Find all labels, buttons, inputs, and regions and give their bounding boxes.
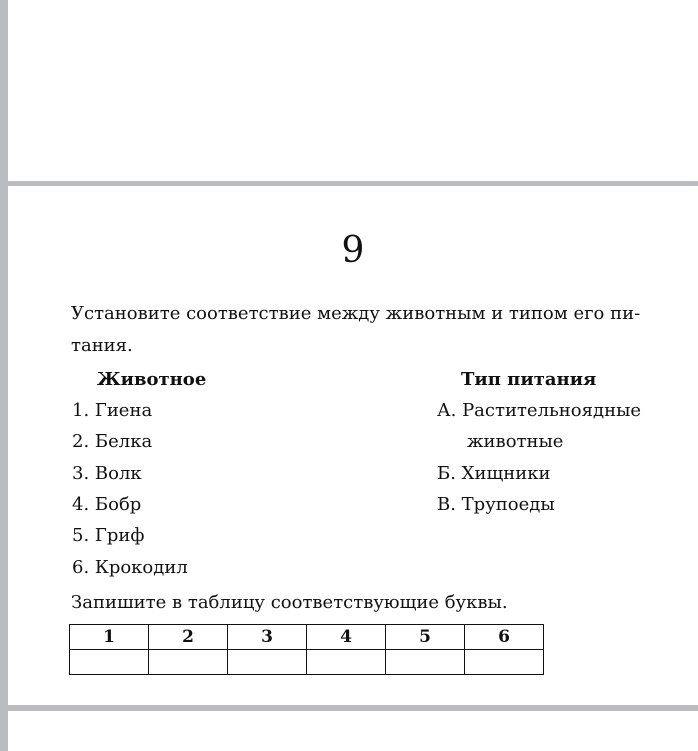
answer-cell-2[interactable] xyxy=(149,650,228,675)
answer-cell-3[interactable] xyxy=(228,650,307,675)
next-page xyxy=(8,711,698,751)
answer-header-6: 6 xyxy=(465,625,544,650)
animal-item-6: 6. Крокодил xyxy=(72,557,188,578)
animal-item-1: 1. Гиена xyxy=(72,400,153,421)
answer-header-3: 3 xyxy=(228,625,307,650)
task-page xyxy=(8,186,698,705)
previous-page xyxy=(8,0,698,181)
feeding-type-a-continued: животные xyxy=(467,431,564,452)
answer-header-2: 2 xyxy=(149,625,228,650)
feeding-type-column-header: Тип питания xyxy=(461,369,597,390)
answer-table-header-row xyxy=(70,625,544,650)
task-prompt-line-2: тания. xyxy=(71,335,133,356)
feeding-type-a: А. Растительноядные xyxy=(437,400,642,421)
animal-item-5: 5. Гриф xyxy=(72,525,145,546)
task-prompt-line-1: Установите соответствие между животным и типом его пи- xyxy=(71,303,641,324)
answer-cell-5[interactable] xyxy=(386,650,465,675)
answer-cell-4[interactable] xyxy=(307,650,386,675)
animal-item-4: 4. Бобр xyxy=(72,494,142,515)
answer-header-1: 1 xyxy=(70,625,149,650)
feeding-type-b: Б. Хищники xyxy=(437,463,551,484)
animal-item-2: 2. Белка xyxy=(72,431,153,452)
animal-column-header: Животное xyxy=(97,369,207,390)
answer-table-answer-row xyxy=(70,650,544,675)
answer-table xyxy=(69,624,544,675)
task-number: 9 xyxy=(341,230,365,271)
animal-item-3: 3. Волк xyxy=(72,463,142,484)
feeding-type-v: В. Трупоеды xyxy=(437,494,555,515)
answer-cell-1[interactable] xyxy=(70,650,149,675)
table-instruction: Запишите в таблицу соответствующие буквы. xyxy=(71,592,508,613)
answer-cell-6[interactable] xyxy=(465,650,544,675)
answer-header-5: 5 xyxy=(386,625,465,650)
answer-header-4: 4 xyxy=(307,625,386,650)
